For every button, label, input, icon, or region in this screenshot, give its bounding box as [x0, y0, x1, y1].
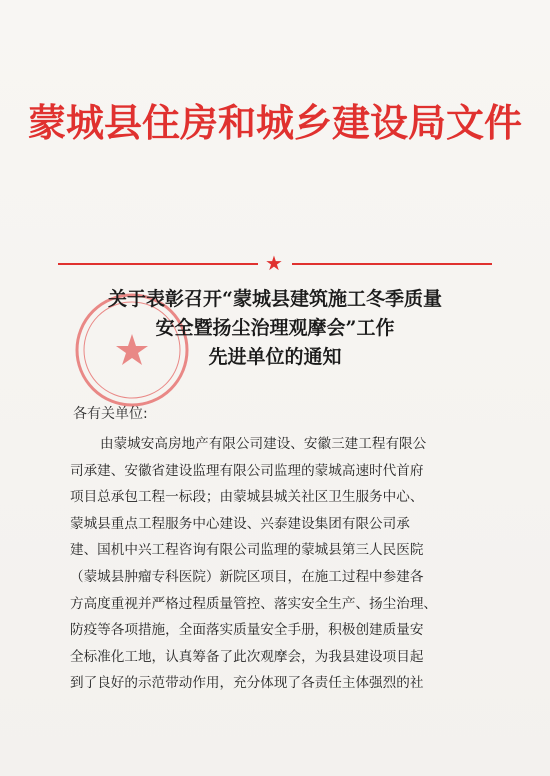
title-line: 安全暨扬尘治理观摩会”工作 [155, 317, 395, 339]
document-body [70, 431, 486, 697]
body-line: 由蒙城安高房地产有限公司建设、安徽三建工程有限公 [100, 436, 427, 452]
salutation: 各有关单位: [73, 406, 148, 422]
masthead-divider [58, 251, 492, 275]
body-line: 蒙城县重点工程服务中心建设、兴泰建设集团有限公司承 [70, 515, 410, 532]
document-masthead: 蒙城县住房和城乡建设局文件 [27, 100, 522, 145]
body-line: 项目总承包工程一标段；由蒙城县城关社区卫生服务中心、 [70, 489, 424, 506]
body-line: 司承建、安徽省建设监理有限公司监理的蒙城高速时代首府 [70, 462, 424, 479]
divider-line-right [292, 263, 492, 265]
body-line: （蒙城县肿瘤专科医院）新院区项目，在施工过程中参建各 [70, 568, 424, 585]
document-title [0, 285, 550, 372]
title-line: 先进单位的通知 [208, 346, 342, 368]
body-line: 到了良好的示范带动作用，充分体现了各责任主体强烈的社 [70, 675, 424, 692]
title-line: 关于表彰召开“蒙城县建筑施工冬季质量 [108, 288, 442, 310]
body-line: 建、国机中兴工程咨询有限公司监理的蒙城县第三人民医院 [70, 542, 424, 559]
divider-line-left [58, 263, 258, 265]
body-line: 方高度重视并严格过程质量管控、落实安全生产、扬尘治理、 [70, 595, 438, 612]
body-line: 全标准化工地，认真筹备了此次观摩会，为我县建设项目起 [70, 648, 424, 665]
star-icon: ★ [265, 251, 283, 275]
body-line: 防疫等各项措施，全面落实质量安全手册，积极创建质量安 [70, 622, 424, 639]
